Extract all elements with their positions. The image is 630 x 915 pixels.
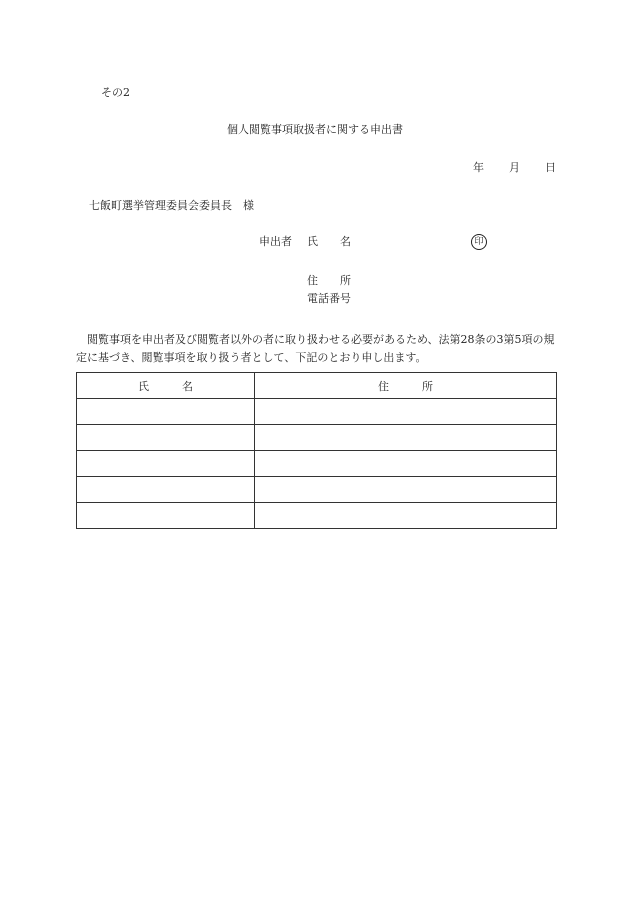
table-cell-address[interactable] [255,451,557,477]
table-row [77,399,557,425]
applicant-address-label: 住 所 [307,274,351,287]
table-row [77,451,557,477]
seal-mark-icon: 印 [471,234,487,250]
applicant-name-label: 氏 名 [307,235,351,248]
recipient: 七飯町選挙管理委員会委員長 様 [89,199,254,212]
column-header-address: 住 所 [255,373,557,399]
table-cell-name[interactable] [77,503,255,529]
date-day-label: 日 [545,161,556,174]
page-title: 個人閲覧事項取扱者に関する申出書 [227,123,403,136]
table-cell-address[interactable] [255,399,557,425]
table-header-row [77,373,557,399]
table-cell-name[interactable] [77,425,255,451]
table-cell-name[interactable] [77,451,255,477]
table-row [77,425,557,451]
table-cell-address[interactable] [255,477,557,503]
table-cell-name[interactable] [77,477,255,503]
table-row [77,477,557,503]
column-header-name: 氏 名 [77,373,255,399]
applicant-label: 申出者 [259,235,292,248]
table-cell-name[interactable] [77,399,255,425]
applicant-phone-label: 電話番号 [307,292,351,305]
handlers-table [76,372,557,529]
body-paragraph: 閲覧事項を申出者及び閲覧者以外の者に取り扱わせる必要があるため、法第28条の3第5項の規定に基づき、閲覧事項を取り扱う者として、下記のとおり申し出ます。 [76,333,555,364]
table-cell-address[interactable] [255,503,557,529]
table-cell-address[interactable] [255,425,557,451]
table-row [77,503,557,529]
form-number: その2 [101,86,130,99]
date-year-label: 年 [473,161,484,174]
date-month-label: 月 [509,161,520,174]
